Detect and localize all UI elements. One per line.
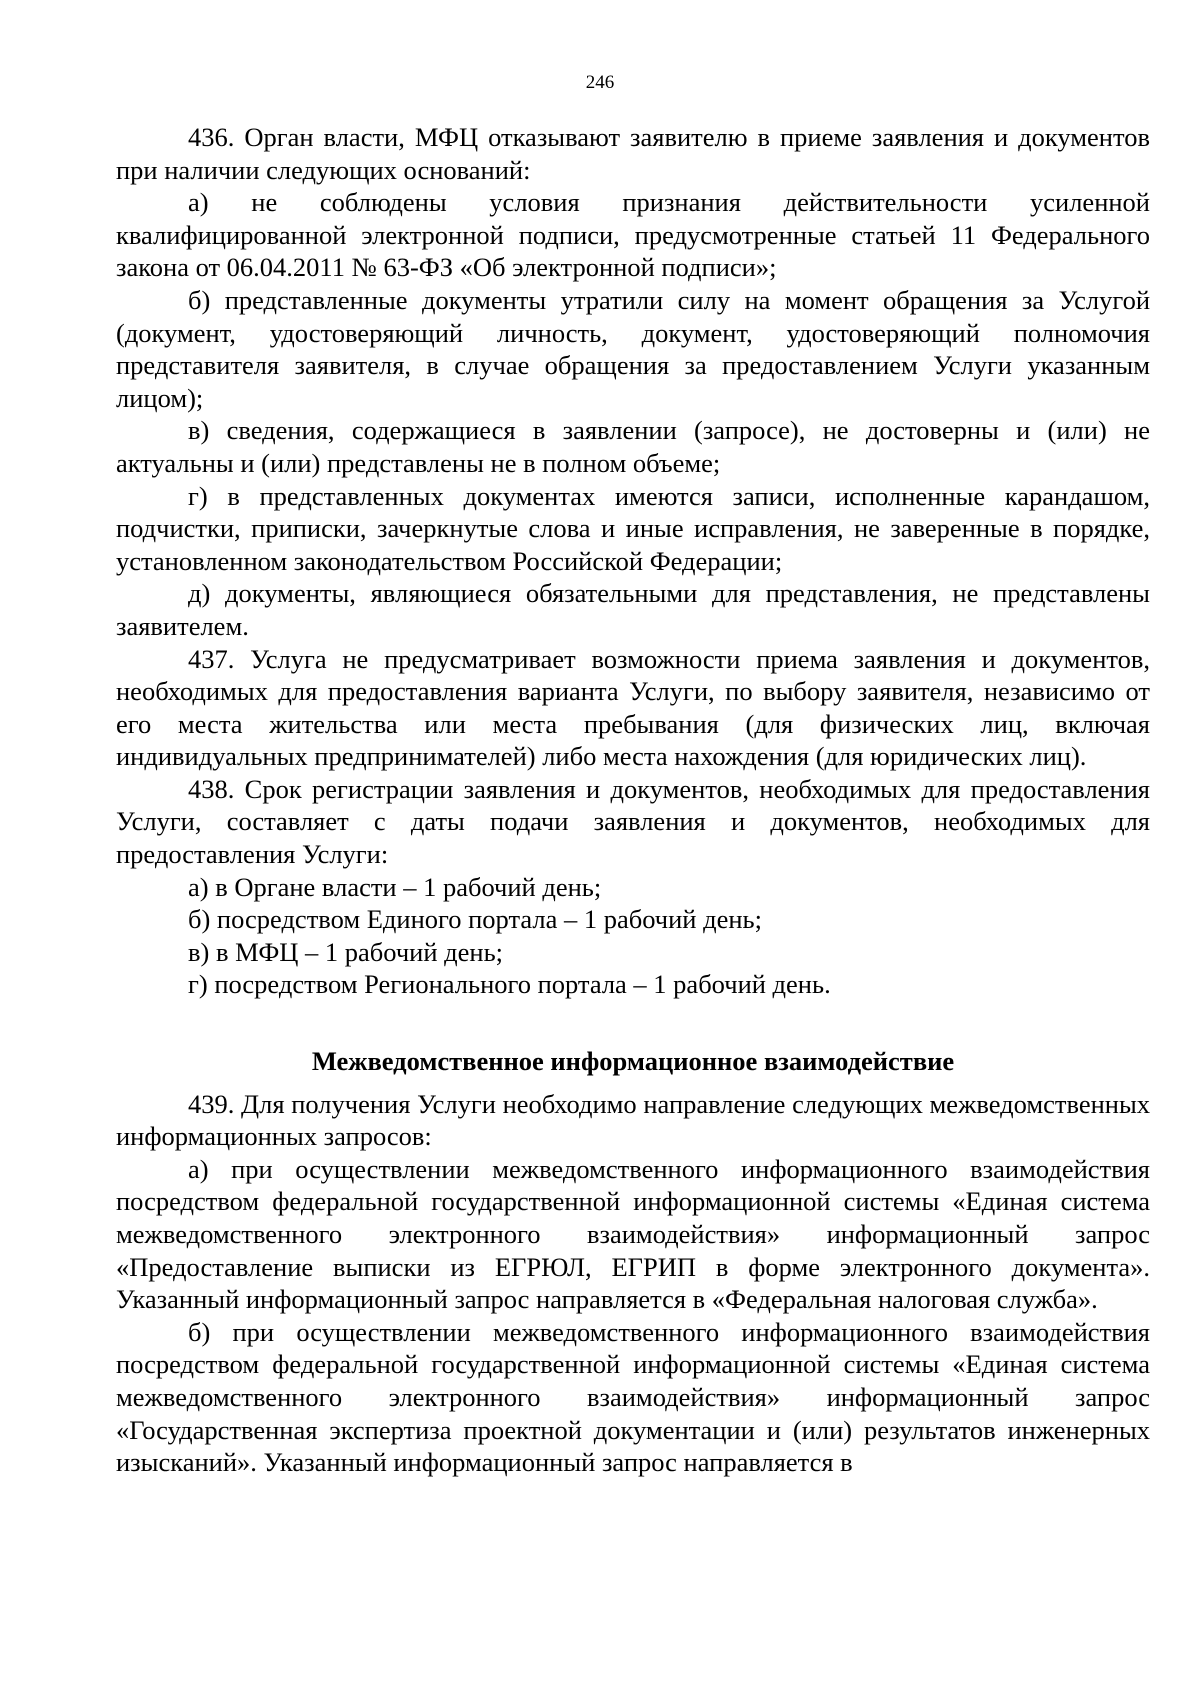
paragraph-437: 437. Услуга не предусматривает возможности приема заявления и документов, необходимых для предоставления варианта Услуги, по выбору заявителя, независимо от его места жительства или места пребывания (для физических лиц, включая индивидуальных предпринимателей) либо места нахождения (для юридических лиц). [116, 643, 1150, 772]
list-item-438-g: г) посредством Регионального портала – 1 рабочий день. [188, 969, 831, 1000]
list-item-436-d: д) документы, являющиеся обязательными для представления, не представлены заявителем. [116, 578, 1150, 641]
list-item-438-a: а) в Органе власти – 1 рабочий день; [188, 871, 602, 902]
list-item-439-b: б) при осуществлении межведомственного информационного взаимодействия посредством федеральной государственной информационной системы «Единая система межведомственного электронного взаимодействия» информационный запрос «Государственная экспертиза проектной документации и (или) результатов инженерных изысканий». Указанный информационный запрос направляется в [116, 1316, 1150, 1478]
page-number: 246 [585, 72, 615, 93]
list-item-439-a: а) при осуществлении межведомственного информационного взаимодействия посредством федеральной государственной информационной системы «Единая система межведомственного электронного взаимодействия» информационный запрос «Предоставление выписки из ЕГРЮЛ, ЕГРИП в форме электронного документа». Указанный информационный запрос направляется в «Федеральная налоговая служба». [116, 1153, 1150, 1315]
document-body [116, 121, 1150, 1479]
list-item-436-b: б) представленные документы утратили силу на момент обращения за Услугой (документ, удостоверяющий личность, документ, удостоверяющий полномочия представителя заявителя, в случае обращения за предоставлением Услуги указанным лицом); [116, 284, 1150, 413]
paragraph-439: 439. Для получения Услуги необходимо направление следующих межведомственных информационных запросов: [116, 1088, 1150, 1152]
list-item-436-v: в) сведения, содержащиеся в заявлении (запросе), не достоверны и (или) не актуальны и (или) представлены не в полном объеме; [116, 415, 1150, 478]
list-item-436-a: а) не соблюдены условия признания действительности усиленной квалифицированной электронной подписи, предусмотренные статьей 11 Федерального закона от 06.04.2011 № 63-ФЗ «Об электронной подписи»; [116, 187, 1150, 283]
paragraph-438: 438. Срок регистрации заявления и документов, необходимых для предоставления Услуги, составляет с даты подачи заявления и документов, необходимых для предоставления Услуги: [116, 773, 1150, 870]
list-item-438-v: в) в МФЦ – 1 рабочий день; [188, 936, 504, 967]
section-heading: Межведомственное информационное взаимодействие [311, 1046, 955, 1077]
list-item-438-b: б) посредством Единого портала – 1 рабочий день; [188, 904, 762, 935]
paragraph-436: 436. Орган власти, МФЦ отказывают заявителю в приеме заявления и документов при наличии следующих оснований: [116, 122, 1150, 185]
list-item-436-g: г) в представленных документах имеются записи, исполненные карандашом, подчистки, приписки, зачеркнутые слова и иные исправления, не заверенные в порядке, установленном законодательством Российской Федерации; [116, 480, 1150, 576]
